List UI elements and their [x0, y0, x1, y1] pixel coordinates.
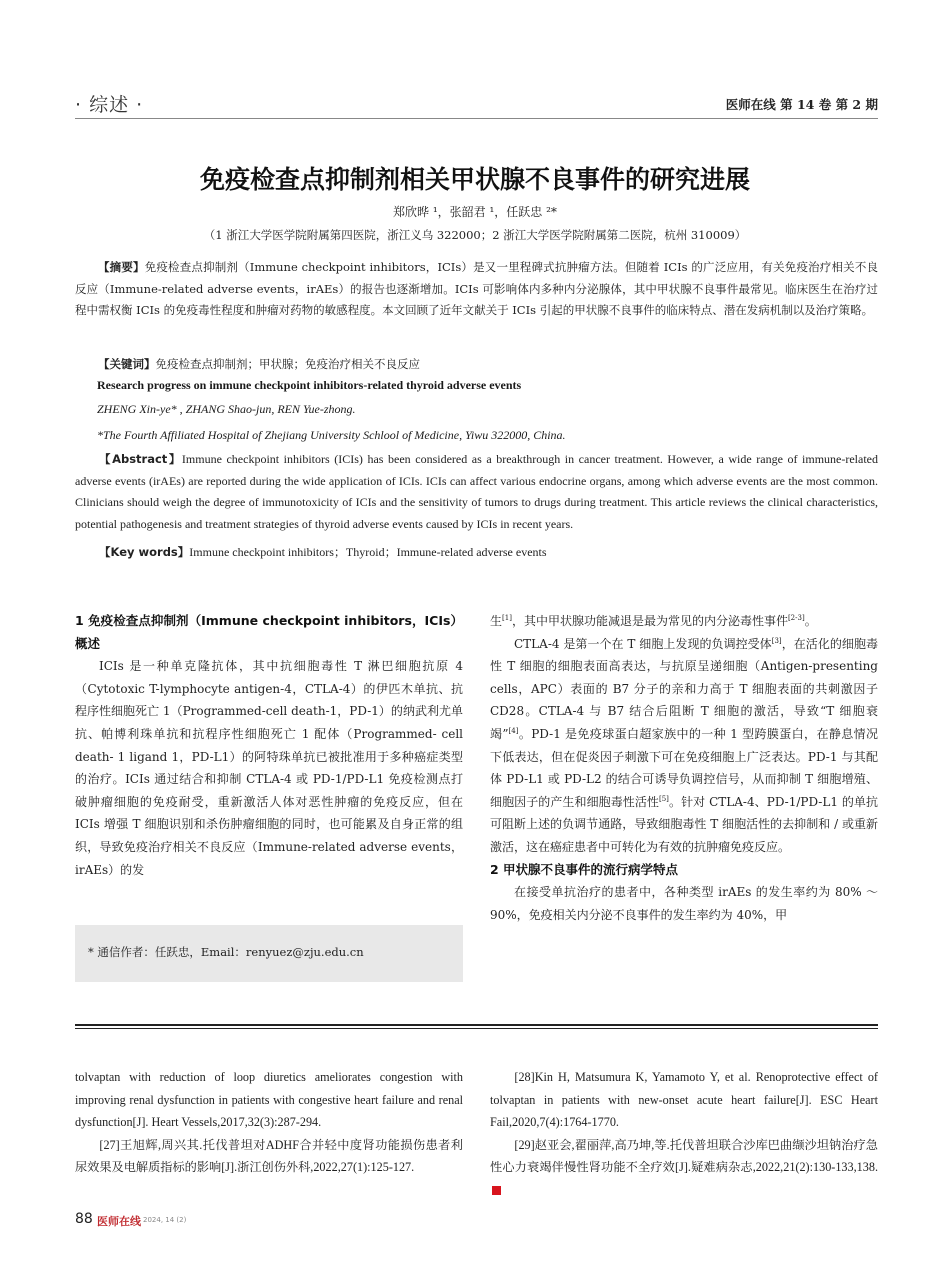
abstract-label: 【摘要】 [98, 260, 145, 274]
citation: [2-3] [787, 614, 805, 622]
section1-heading: 1 免疫检查点抑制剂（Immune checkpoint inhibitors，ICIs）概述 [75, 613, 463, 651]
end-mark-icon [492, 1186, 501, 1195]
keywords-en [75, 542, 878, 564]
journal-issue: 医师在线 第 14 卷 第 2 期 [725, 97, 878, 112]
references-right [490, 1066, 878, 1201]
keywords-label: 【关键词】 [98, 357, 156, 371]
abstract-cn [75, 257, 878, 322]
english-title: Research progress on immune checkpoint inhibitors-related thyroid adverse events [97, 378, 522, 392]
reference-continued: tolvaptan with reduction of loop diuretics ameliorates congestion with improving renal dysfunction in patients with congestive heart failure and renal dysfunction[J]. Heart Vessels,2017,32(3):287-294. [75, 1070, 463, 1129]
article-title: 免疫检查点抑制剂相关甲状腺不良事件的研究进展 [199, 165, 750, 194]
article-authors: 郑欣晔 ¹，张韶君 ¹，任跃忠 ²* [393, 205, 557, 219]
reference-28: [28]Kin H, Matsumura K, Yamamoto Y, et al. Renoprotective effect of tolvaptan in patients with new-onset acute heart failure[J]. ESC Heart Fail,2020,7(4):1764-1770. [490, 1070, 878, 1129]
ctla4-paragraph: CTLA-4 是第一个在 T 细胞上发现的负调控受体[3]，在活化的细胞毒性 T 细胞的细胞表面高表达，与抗原呈递细胞（Antigen-presenting cells，APC）表面的 B7 分子的亲和力高于 T 细胞表面的共刺激因子 CD28。CTLA-4 与 B7 结合后阻断 T 细胞的激活，导致“T 细胞衰竭”[4]。PD-1 是免疫球蛋白超家族中的一种 1 型跨膜蛋白，在静息情况下低表达，但在促炎因子刺激下可在免疫细胞上广泛表达。PD-1 与其配体 PD-L1 或 PD-L2 的结合可诱导负调控信号，从而抑制 T 细胞增殖、细胞因子的产生和细胞毒性活性[5]。针对 CTLA-4、PD-1/PD-L1 的单抗可阻断上述的负调节通路，导致细胞毒性 T 细胞活性的去抑制和 / 或重新激活，这在癌症患者中可转化为有效的抗肿瘤免疫反应。 [490, 636, 878, 854]
citation: [3] [771, 636, 782, 645]
section-label: · 综述 · [75, 94, 144, 116]
keywords-en-label: 【Key words】 [99, 545, 190, 559]
footer-brand-logo: 医师在线 [97, 1215, 141, 1228]
abstract-en [75, 449, 878, 536]
citation: [4] [508, 726, 519, 735]
citation: [1] [502, 614, 512, 622]
abstract-cn-text: 免疫检查点抑制剂（Immune checkpoint inhibitors，ICIs）是又一里程碑式抗肿瘤方法。但随着 ICIs 的广泛应用，有关免疫治疗相关不良反应（Immune-related adverse events，irAEs）的报告也逐渐增加。ICIs 可影响体内多种内分泌腺体，其中甲状腺不良事件最常见。临床医生在治疗过程中需权衡 ICIs 的免疫毒性程度和肿瘤对药物的敏感程度。本文回顾了近年文献关于 ICIs 引起的甲状腺不良事件的临床特点、潜在发病机制以及治疗策略。 [75, 260, 878, 317]
continued-paragraph: 生[1]，其中甲状腺功能减退是最为常见的内分泌毒性事件[2-3]。 [490, 614, 817, 628]
page-number: 88 [75, 1211, 93, 1227]
citation: [5] [659, 794, 669, 803]
header-rule [75, 118, 878, 119]
reference-divider-thick [75, 1024, 878, 1026]
reference-27: [27]王旭辉,周兴其.托伐普坦对ADHF合并轻中度肾功能损伤患者利尿效果及电解质指标的影响[J].浙江创伤外科,2022,27(1):125-127. [75, 1137, 463, 1174]
article-affiliation: （1 浙江大学医学院附属第四医院，浙江义乌 322000；2 浙江大学医学院附属第二医院，杭州 310009） [203, 228, 747, 242]
reference-divider-thin [75, 1028, 878, 1029]
section1-paragraph: ICIs 是一种单克隆抗体，其中抗细胞毒性 T 淋巴细胞抗原 4（Cytotoxic T-lymphocyte antigen-4，CTLA-4）的伊匹木单抗、抗程序性细胞死亡 1（Programmed-cell death-1，PD-1）的纳武利尤单抗、帕博利珠单抗和抗程序性细胞死亡 1 配体（Programmed- cell death- 1 ligand 1，PD-L1）的阿特珠单抗已被批准用于多种癌症类型的治疗。ICIs 通过结合和抑制 CTLA-4 或 PD-1/PD-L1 免疫检测点打破肿瘤细胞的免疫耐受，重新激活人体对恶性肿瘤的免疫反应，但在 ICIs 增强 T 细胞识别和杀伤肿瘤细胞的同时，也可能累及自身正常的组织，导致免疫治疗相关不良反应（Immune-related adverse events，irAEs）的发 [75, 659, 463, 877]
references-left [75, 1066, 463, 1179]
section2-paragraph: 在接受单抗治疗的患者中，各种类型 irAEs 的发生率约为 80% ～ 90%，免疫相关内分泌不良事件的发生率约为 40%，甲 [490, 885, 878, 922]
keywords-en-text: Immune checkpoint inhibitors；Thyroid；Immune-related adverse events [189, 545, 547, 559]
english-affiliation: *The Fourth Affiliated Hospital of Zhejiang University Schlool of Medicine, Yiwu 322000, China. [97, 428, 566, 442]
corresponding-author-note: * 通信作者：任跃忠，Email：renyuez@zju.edu.cn [88, 945, 364, 959]
abstract-en-label: 【Abstract】 [99, 452, 182, 466]
english-authors: ZHENG Xin-ye* , ZHANG Shao-jun, REN Yue-zhong. [97, 402, 356, 416]
keywords-cn-text: 免疫检查点抑制剂；甲状腺；免疫治疗相关不良反应 [155, 357, 420, 371]
body-right-column [490, 610, 878, 926]
footer-volume: 2024, 14 (2) [143, 1216, 187, 1224]
section2-heading: 2 甲状腺不良事件的流行病学特点 [490, 861, 679, 877]
reference-29: [29]赵亚会,翟丽萍,高乃坤,等.托伐普坦联合沙库巴曲缬沙坦钠治疗急性心力衰竭伴慢性肾功能不全疗效[J].疑难病杂志,2022,21(2):130-133,138. [490, 1134, 878, 1202]
keywords-cn [75, 354, 878, 376]
abstract-en-text: Immune checkpoint inhibitors (ICIs) has been considered as a breakthrough in cancer treatment. However, a wide range of immune-related adverse events (irAEs) are reported during the wide application of ICIs. ICIs can affect various endocrine organs, among which adverse events are the most common. Clinicians should weigh the degree of immunotoxicity of ICIs and the sensitivity of tumors to drugs during treatment. This article reviews the clinical characteristics, potential pathogenesis and treatment strategies of thyroid adverse events caused by ICIs in recent years. [75, 452, 878, 532]
body-left-column [75, 610, 463, 881]
